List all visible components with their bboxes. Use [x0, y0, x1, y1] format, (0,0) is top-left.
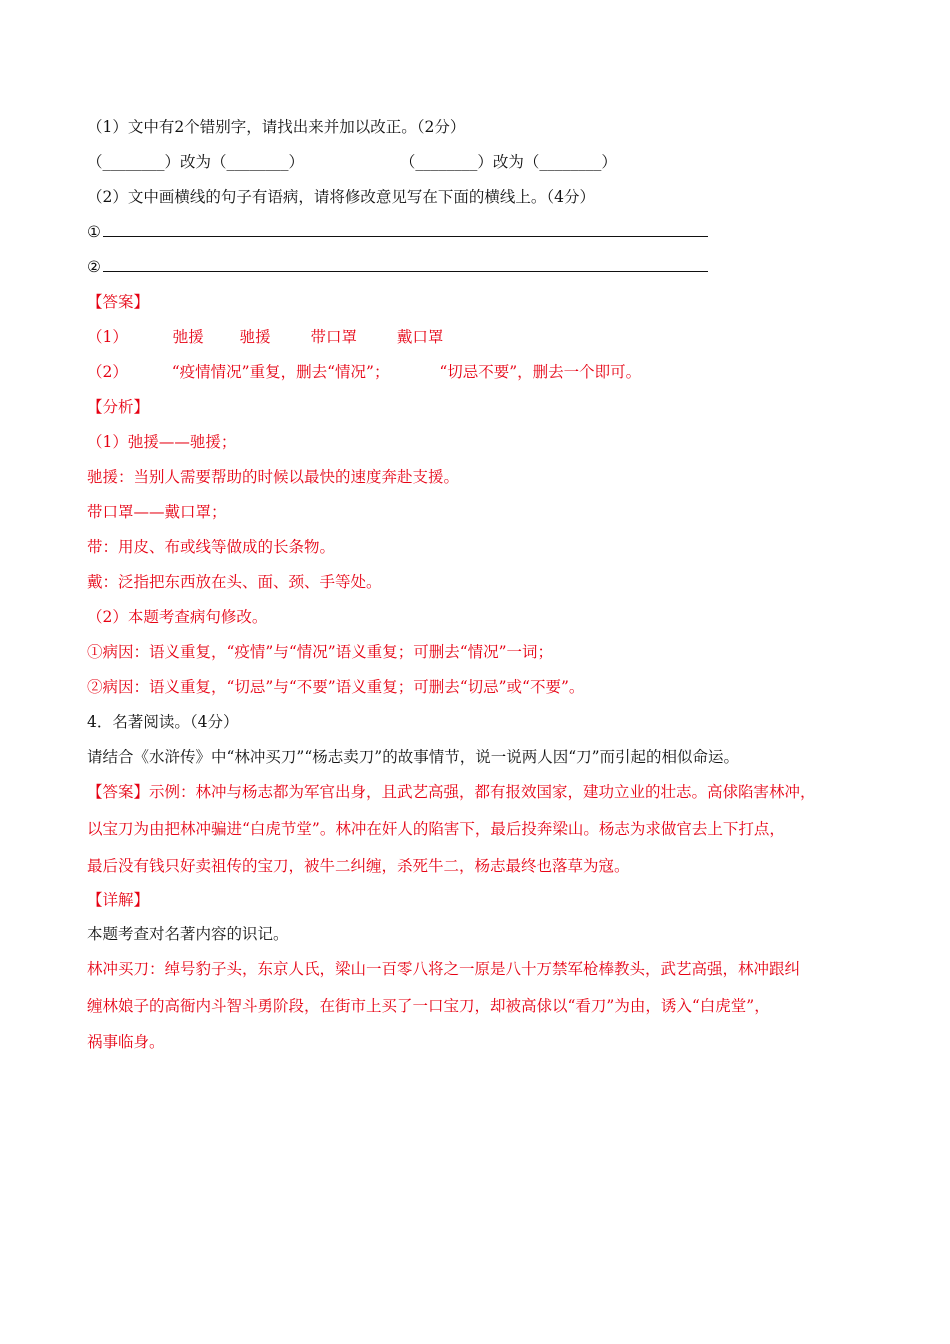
analysis-line: ①病因：语义重复，“疫情”与“情况”语义重复；可删去“情况”一词； [87, 643, 554, 661]
question-4-prompt: 请结合《水浒传》中“林冲买刀”“杨志卖刀”的故事情节，说一说两人因“刀”而引起的相似命运。 [87, 748, 740, 766]
answer-1-item: 驰援 [239, 328, 271, 346]
fill-blank-b: （________）改为（________） [399, 153, 617, 171]
question-4-title: 4．名著阅读。（4分） [87, 713, 239, 731]
answer-1-item: 戴口罩 [396, 328, 444, 346]
question-3-part2: （2）文中画横线的句子有语病，请将修改意见写在下面的横线上。（4分） [87, 188, 595, 206]
answer-line-1 [87, 221, 708, 243]
analysis-line: （1）弛援——驰援； [87, 433, 237, 451]
detail-intro: 本题考查对名著内容的识记。 [87, 925, 289, 943]
answer-header: 【答案】 [87, 783, 150, 801]
fill-blank-row [87, 151, 617, 173]
detail-line: 林冲买刀：绰号豹子头，东京人氏，梁山一百零八将之一原是八十万禁军枪棒教头，武艺高强，林冲跟纠 [87, 960, 801, 978]
answer-header: 【答案】 [87, 293, 150, 311]
underline-1 [103, 222, 708, 237]
answer-2-label: （2） [87, 363, 128, 381]
question-4-answer-line [87, 781, 816, 803]
analysis-line: 驰援：当别人需要帮助的时候以最快的速度奔赴支援。 [87, 468, 460, 486]
blank-marker-1: ① [87, 223, 101, 241]
underline-2 [103, 257, 708, 272]
analysis-line: 带口罩——戴口罩； [87, 503, 227, 521]
analysis-line: ②病因：语义重复，“切忌”与“不要”语义重复；可删去“切忌”或“不要”。 [87, 678, 585, 696]
fill-blank-a: （________）改为（________） [87, 153, 305, 171]
answer-1 [87, 326, 443, 348]
analysis-line: （2）本题考查病句修改。 [87, 608, 268, 626]
answer-text: 示例：林冲与杨志都为军官出身，且武艺高强，都有报效国家，建功立业的壮志。高俅陷害林冲， [149, 783, 816, 801]
detail-header: 【详解】 [87, 891, 150, 909]
analysis-line: 戴：泛指把东西放在头、面、颈、手等处。 [87, 573, 382, 591]
question-4-answer-line: 以宝刀为由把林冲骗进“白虎节堂”。林冲在奸人的陷害下，最后投奔梁山。杨志为求做官去上下打点， [87, 820, 785, 838]
detail-line: 祸事临身。 [87, 1033, 165, 1051]
answer-1-item: 带口罩 [310, 328, 358, 346]
answer-1-item: 弛援 [172, 328, 204, 346]
answer-2 [87, 361, 641, 383]
answer-2-part2: “切忌不要”，删去一个即可。 [439, 363, 642, 381]
analysis-header: 【分析】 [87, 398, 150, 416]
analysis-line: 带：用皮、布或线等做成的长条物。 [87, 538, 336, 556]
answer-line-2 [87, 256, 708, 278]
question-4-answer-line: 最后没有钱只好卖祖传的宝刀，被牛二纠缠，杀死牛二，杨志最终也落草为寇。 [87, 857, 630, 875]
answer-1-label: （1） [87, 328, 128, 346]
detail-line: 缠林娘子的高衙内斗智斗勇阶段，在街市上买了一口宝刀，却被高俅以“看刀”为由，诱入“白虎堂”， [87, 997, 770, 1015]
answer-2-part1: “疫情情况”重复，删去“情况”； [171, 363, 390, 381]
blank-marker-2: ② [87, 258, 101, 276]
question-3-part1: （1）文中有2个错别字，请找出来并加以改正。（2分） [87, 118, 466, 136]
